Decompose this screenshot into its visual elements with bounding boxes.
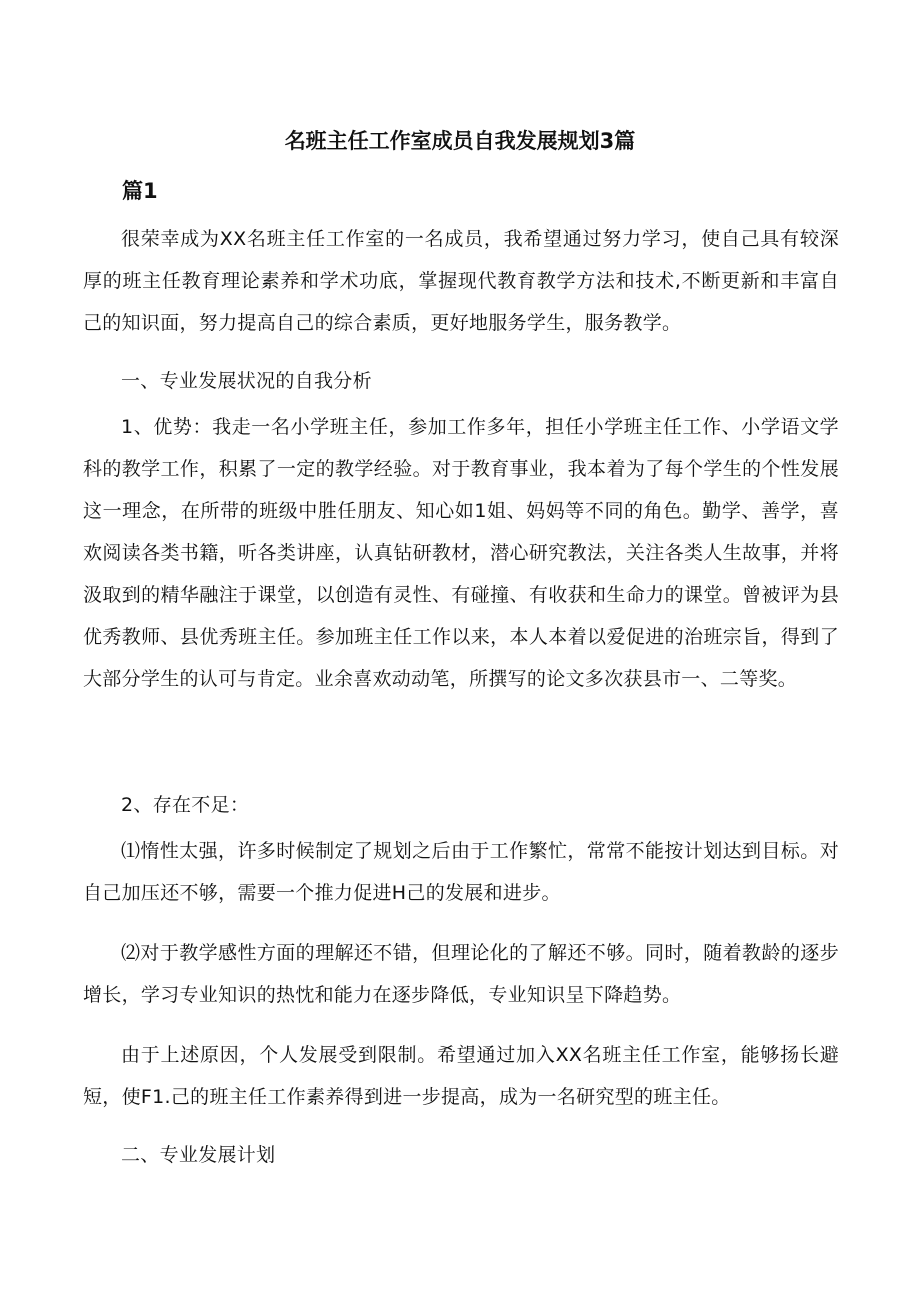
heading-self-analysis: 一、专业发展状况的自我分析 (121, 370, 372, 392)
paragraph-intro: 很荣幸成为XX名班主任工作室的一名成员，我希望通过努力学习，使自己具有较深厚的班主任教育理论素养和学术功底，掌握现代教育教学方法和技术,不断更新和丰富自己的知识面，努力提高自己的综合素质，更好地服务学生，服务教学。 (83, 228, 839, 334)
heading-development-plan: 二、专业发展计划 (121, 1144, 276, 1166)
paragraph-shortcoming-2: ⑵对于教学感性方面的理解还不错，但理论化的了解还不够。同时，随着教龄的逐步增长，学习专业知识的热忱和能力在逐步降低，专业知识呈下降趋势。 (83, 942, 839, 1006)
heading-shortcomings: 2、存在不足： (121, 794, 250, 816)
paragraph-strengths: 1、优势：我走一名小学班主任，参加工作多年，担任小学班主任工作、小学语文学科的教学工作，积累了一定的教学经验。对于教育事业，我本着为了每个学生的个性发展这一理念，在所带的班级中胜任朋友、知心如1姐、妈妈等不同的角色。勤学、善学，喜欢阅读各类书籍，听各类讲座，认真钻研教材，潜心研究教法，关注各类人生故事，并将汲取到的精华融注于课堂，以创造有灵性、有碰撞、有收获和生命力的课堂。曾被评为县优秀教师、县优秀班主任。参加班主任工作以来，本人本着以爱促进的治班宗旨，得到了大部分学生的认可与肯定。业余喜欢动动笔，所撰写的论文多次获县市一、二等奖。 (83, 416, 839, 690)
section-heading: 篇1 (122, 179, 158, 203)
paragraph-shortcoming-1: ⑴惰性太强，许多时候制定了规划之后由于工作繁忙，常常不能按计划达到目标。对自己加压还不够，需要一个推力促进H己的发展和进步。 (83, 840, 839, 904)
document-title: 名班主任工作室成员自我发展规划3篇 (284, 129, 636, 153)
paragraph-reason: 由于上述原因，个人发展受到限制。希望通过加入XX名班主任工作室，能够扬长避短，使F1.己的班主任工作素养得到进一步提高，成为一名研究型的班主任。 (83, 1044, 839, 1108)
